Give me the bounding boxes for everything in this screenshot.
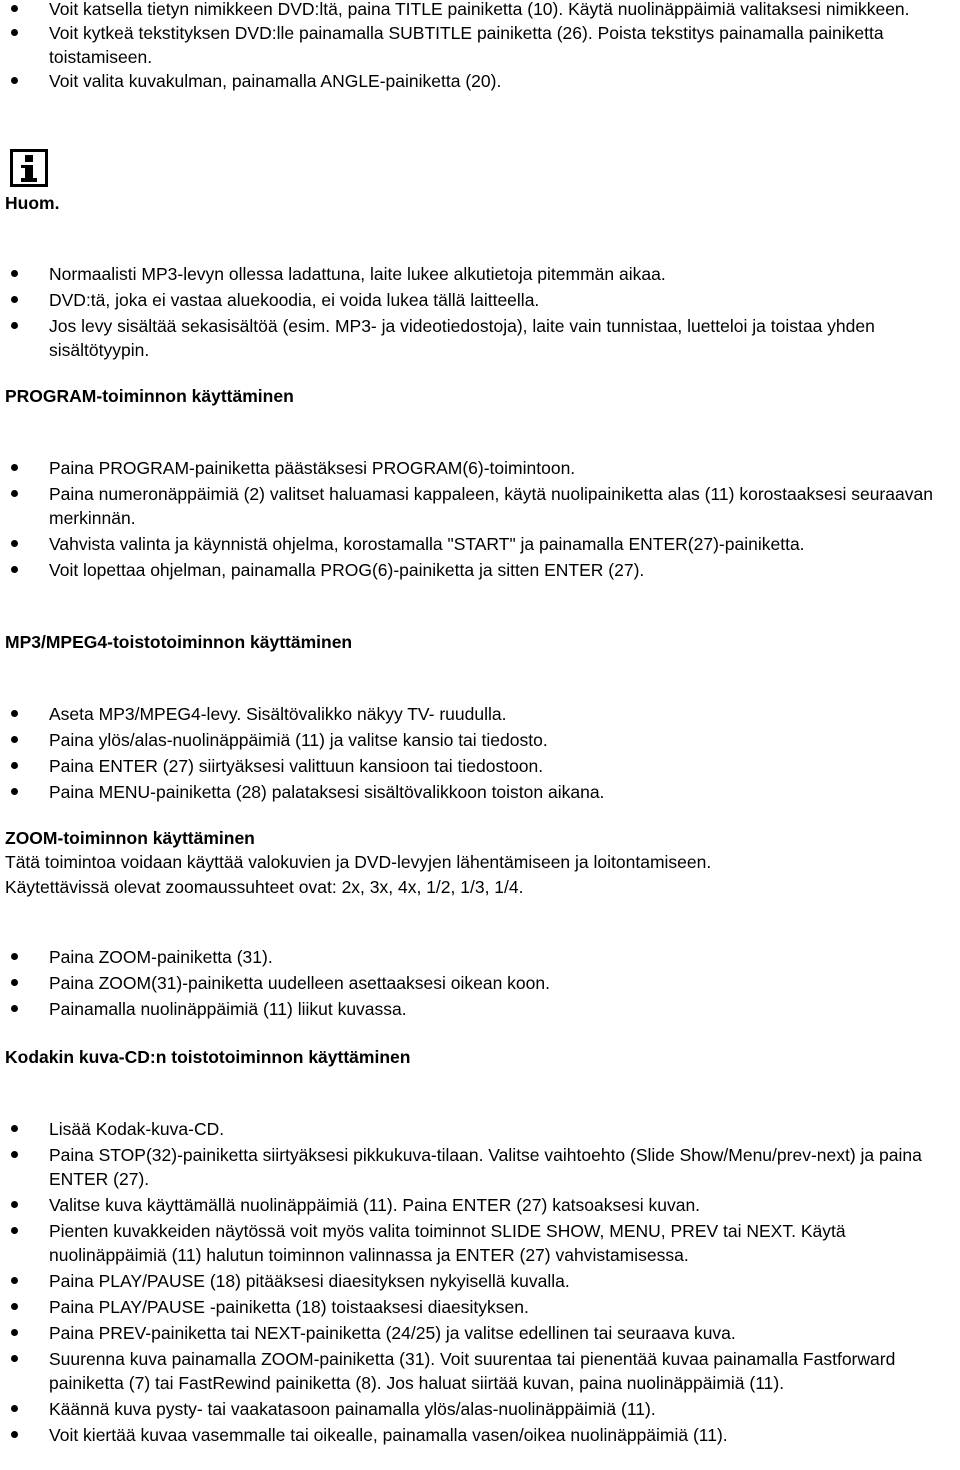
- list-item: Paina MENU-painiketta (28) palataksesi sisältövalikkoon toiston aikana.: [0, 780, 960, 804]
- bullet-icon: [11, 762, 18, 769]
- list-item: Voit valita kuvakulman, painamalla ANGLE-painiketta (20).: [0, 69, 960, 93]
- list-item: Aseta MP3/MPEG4-levy. Sisältövalikko näkyy TV- ruudulla.: [0, 702, 960, 726]
- section-heading-mp3: MP3/MPEG4-toistotoiminnon käyttäminen: [5, 632, 353, 652]
- list-item: Voit katsella tietyn nimikkeen DVD:ltä, paina TITLE painiketta (10). Käytä nuolinäppäimiä valitaksesi nimikkeen.: [0, 0, 960, 21]
- list-item: Paina numeronäppäimiä (2) valitset haluamasi kappaleen, käytä nuolipainiketta alas (11) korostaaksesi seuraavan merkinnän.: [0, 482, 960, 530]
- intro-list: [0, 0, 960, 93]
- section-heading-zoom: ZOOM-toiminnon käyttäminen: [5, 828, 255, 848]
- bullet-icon: [11, 736, 18, 743]
- list-item: Paina PLAY/PAUSE (18) pitääksesi diaesityksen nykyisellä kuvalla.: [0, 1269, 960, 1293]
- zoom-description: Tätä toimintoa voidaan käyttää valokuvien ja DVD-levyjen lähentämiseen ja loitontamiseen.: [5, 852, 712, 872]
- bullet-icon: [11, 1005, 18, 1012]
- bullet-icon: [11, 77, 18, 84]
- bullet-icon: [11, 464, 18, 471]
- zoom-list: [0, 945, 960, 1021]
- list-item: Voit kytkeä tekstityksen DVD:lle painamalla SUBTITLE painiketta (26). Poista tekstitys painamalla painiketta toistamiseen.: [0, 21, 960, 69]
- bullet-icon: [11, 1277, 18, 1284]
- bullet-icon: [11, 979, 18, 986]
- list-item: Lisää Kodak-kuva-CD.: [0, 1117, 960, 1141]
- list-item: Paina PROGRAM-painiketta päästäksesi PROGRAM(6)-toimintoon.: [0, 456, 960, 480]
- list-item: Paina ENTER (27) siirtyäksesi valittuun kansioon tai tiedostoon.: [0, 754, 960, 778]
- bullet-icon: [11, 1355, 18, 1362]
- list-item: Pienten kuvakkeiden näytössä voit myös valita toiminnot SLIDE SHOW, MENU, PREV tai NEXT. Käytä nuolinäppäimiä (11) halutun toiminnon valinnassa ja ENTER (27) vahvistamisessa.: [0, 1219, 960, 1267]
- list-item: Paina PREV-painiketta tai NEXT-painiketta (24/25) ja valitse edellinen tai seuraava kuva.: [0, 1321, 960, 1345]
- note-label: Huom.: [5, 193, 60, 213]
- list-item: Paina PLAY/PAUSE -painiketta (18) toistaaksesi diaesityksen.: [0, 1295, 960, 1319]
- bullet-icon: [11, 788, 18, 795]
- list-item: Paina ylös/alas-nuolinäppäimiä (11) ja valitse kansio tai tiedosto.: [0, 728, 960, 752]
- bullet-icon: [11, 1227, 18, 1234]
- section-heading-kodak: Kodakin kuva-CD:n toistotoiminnon käyttäminen: [5, 1047, 411, 1067]
- list-item: Normaalisti MP3-levyn ollessa ladattuna, laite lukee alkutietoja pitemmän aikaa.: [0, 262, 960, 286]
- list-item: Paina STOP(32)-painiketta siirtyäksesi pikkukuva-tilaan. Valitse vaihtoehto (Slide Show/Menu/prev-next) ja paina ENTER (27).: [0, 1143, 960, 1191]
- bullet-icon: [11, 29, 18, 36]
- list-item: Käännä kuva pysty- tai vaakatasoon painamalla ylös/alas-nuolinäppäimiä (11).: [0, 1397, 960, 1421]
- info-icon: [10, 149, 48, 192]
- bullet-icon: [11, 1431, 18, 1438]
- list-item: Jos levy sisältää sekasisältöä (esim. MP3- ja videotiedostoja), laite vain tunnistaa, luetteloi ja toistaa yhden sisältötyypin.: [0, 314, 960, 362]
- list-item: Vahvista valinta ja käynnistä ohjelma, korostamalla "START" ja painamalla ENTER(27)-painiketta.: [0, 532, 960, 556]
- kodak-list: [0, 1117, 960, 1447]
- bullet-icon: [11, 322, 18, 329]
- bullet-icon: [11, 270, 18, 277]
- list-item: Voit kiertää kuvaa vasemmalle tai oikealle, painamalla vasen/oikea nuolinäppäimiä (11).: [0, 1423, 960, 1447]
- bullet-icon: [11, 1329, 18, 1336]
- bullet-icon: [11, 953, 18, 960]
- zoom-ratios: Käytettävissä olevat zoomaussuhteet ovat: 2x, 3x, 4x, 1/2, 1/3, 1/4.: [5, 877, 524, 897]
- list-item: Paina ZOOM(31)-painiketta uudelleen asettaaksesi oikean koon.: [0, 971, 960, 995]
- list-item: Valitse kuva käyttämällä nuolinäppäimiä (11). Paina ENTER (27) katsoaksesi kuvan.: [0, 1193, 960, 1217]
- bullet-icon: [11, 1125, 18, 1132]
- bullet-icon: [11, 1151, 18, 1158]
- bullet-icon: [11, 566, 18, 573]
- list-item: Paina ZOOM-painiketta (31).: [0, 945, 960, 969]
- bullet-icon: [11, 710, 18, 717]
- bullet-icon: [11, 1303, 18, 1310]
- bullet-icon: [11, 5, 18, 12]
- program-list: [0, 456, 960, 582]
- bullet-icon: [11, 296, 18, 303]
- bullet-icon: [11, 1201, 18, 1208]
- list-item: Voit lopettaa ohjelman, painamalla PROG(6)-painiketta ja sitten ENTER (27).: [0, 558, 960, 582]
- section-heading-program: PROGRAM-toiminnon käyttäminen: [5, 386, 294, 406]
- note-list: [0, 262, 960, 362]
- list-item: Suurenna kuva painamalla ZOOM-painiketta (31). Voit suurentaa tai pienentää kuvaa painamalla Fastforward painiketta (7) tai FastRewind painiketta (8). Jos haluat siirtää kuvan, paina nuolinäppäimiä (11).: [0, 1347, 960, 1395]
- list-item: DVD:tä, joka ei vastaa aluekoodia, ei voida lukea tällä laitteella.: [0, 288, 960, 312]
- list-item: Painamalla nuolinäppäimiä (11) liikut kuvassa.: [0, 997, 960, 1021]
- mp3-list: [0, 702, 960, 804]
- bullet-icon: [11, 1405, 18, 1412]
- bullet-icon: [11, 540, 18, 547]
- bullet-icon: [11, 490, 18, 497]
